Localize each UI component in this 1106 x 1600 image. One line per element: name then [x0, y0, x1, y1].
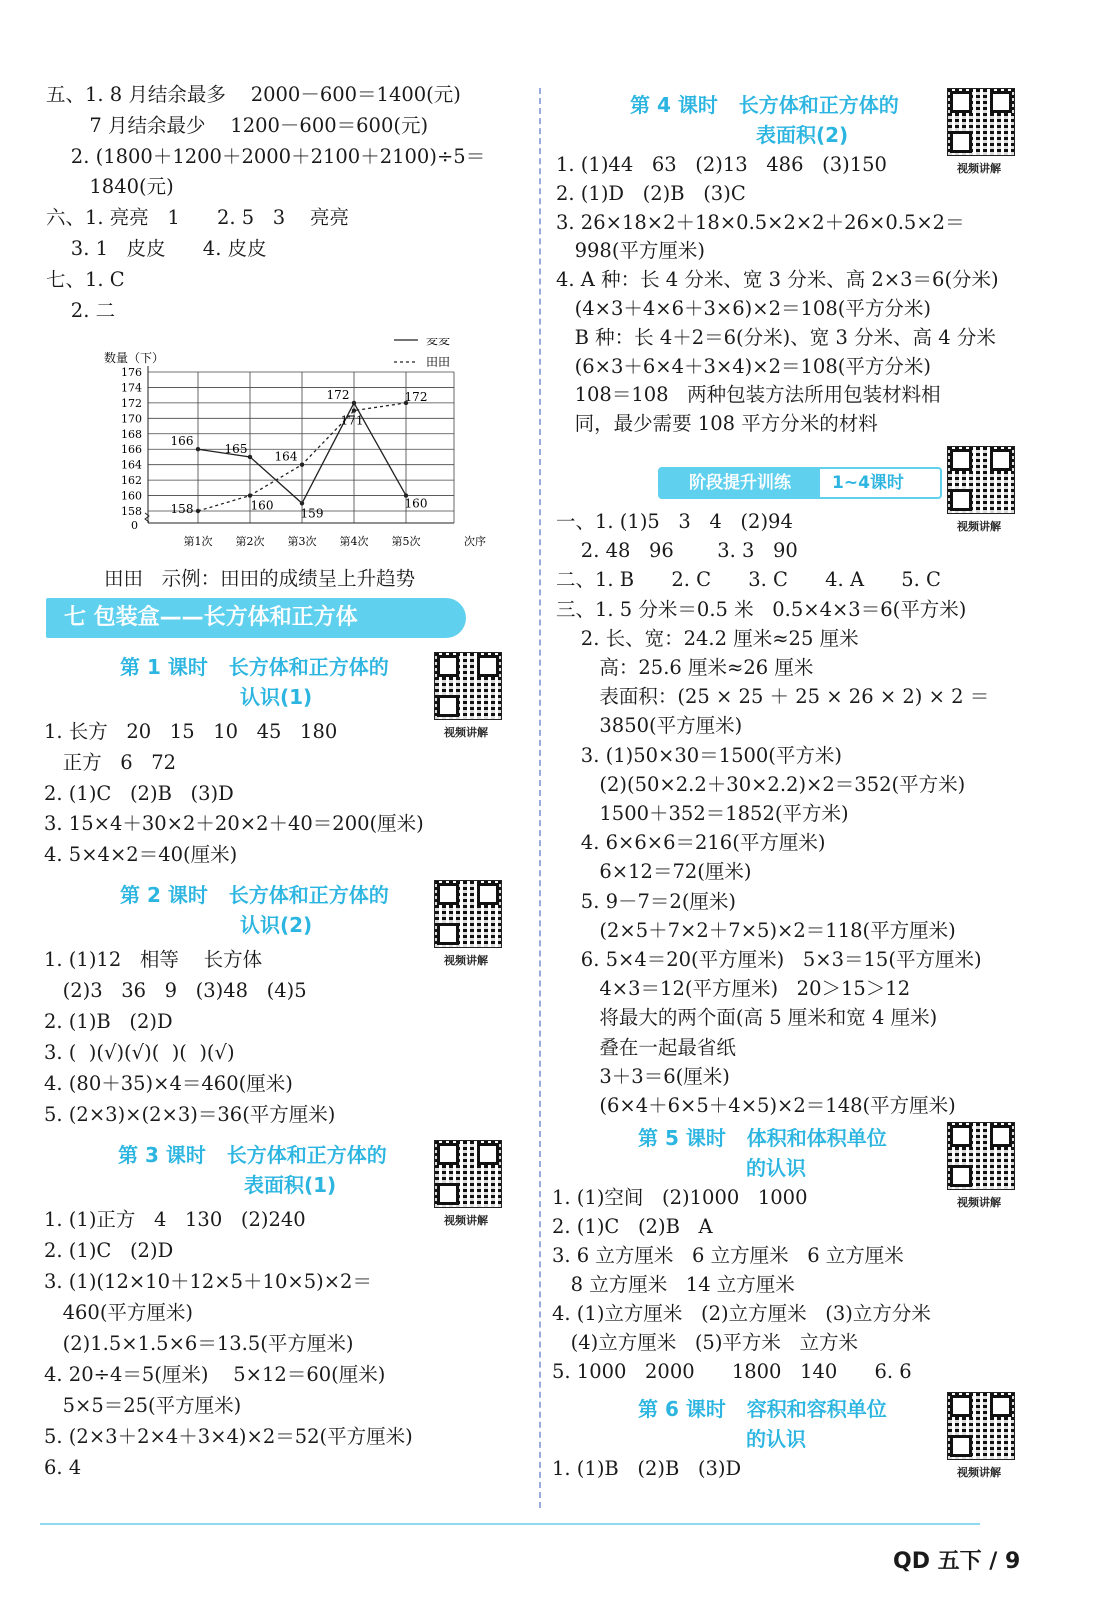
stage-answer-line: 叠在一起最省纸 [556, 1035, 736, 1059]
y-zero-label: 0 [131, 519, 138, 532]
qr-caption: 视频讲解 [957, 162, 1001, 175]
data-label: 159 [300, 506, 324, 521]
lesson4-answer-line: 998(平方厘米) [556, 239, 706, 263]
lesson4-answer-line: (4×3＋4×6＋3×6)×2＝108(平方分米) [556, 297, 931, 320]
stage-answer-line: 将最大的两个面(高 5 厘米和宽 4 厘米) [556, 1006, 938, 1030]
data-point [352, 408, 356, 412]
x-axis-label: 次序 [464, 535, 486, 548]
page-footer: QD 五下 / 9 [893, 1549, 1021, 1574]
lesson5-answer-line: 4. (1)立方厘米 (2)立方厘米 (3)立方分米 [552, 1302, 931, 1325]
stage-banner [658, 467, 942, 499]
lesson2-answer-line: 2. (1)B (2)D [44, 1010, 173, 1033]
data-point [196, 509, 200, 513]
lesson2-answer-line: 4. (80＋35)×4＝460(厘米) [44, 1072, 293, 1095]
lesson2-answer-line: 1. (1)12 相等 长方体 [44, 948, 263, 971]
qr-caption: 视频讲解 [957, 520, 1001, 533]
lesson-6-title: 第 6 课时 容积和容积单位 [638, 1397, 887, 1421]
stage-answer-line: 二、1. B 2. C 3. C 4. A 5. C [556, 568, 941, 592]
stage-answer-line: 3850(平方厘米) [556, 714, 743, 738]
stage-answer-line: 6×12＝72(厘米) [556, 860, 752, 884]
lesson2-answer-line: 3. ( )(√)(√)( )( )(√) [44, 1041, 235, 1064]
lesson5-answer-line: 3. 6 立方厘米 6 立方厘米 6 立方厘米 [552, 1244, 904, 1267]
stage-answer-line: 一、1. (1)5 3 4 (2)94 [556, 510, 793, 533]
data-label: 160 [404, 496, 428, 511]
lesson2-answer-line: (2)3 36 9 (3)48 (4)5 [44, 979, 307, 1002]
lesson3-answer-line: 1. (1)正方 4 130 (2)240 [44, 1208, 306, 1231]
lesson4-answer-line: (6×3＋6×4＋3×4)×2＝108(平方分米) [556, 354, 931, 378]
y-axis-label: 数量（下） [104, 351, 165, 365]
x-tick-label: 第1次 [183, 535, 213, 548]
lesson-3-title: 第 3 课时 长方体和正方体的 [118, 1143, 387, 1167]
lesson2-answer-line: 5. (2×3)×(2×3)＝36(平方厘米) [44, 1103, 336, 1126]
qr-code-icon[interactable] [434, 652, 502, 720]
y-tick-label: 176 [121, 366, 142, 379]
qr-code-icon[interactable] [947, 446, 1015, 514]
footer-line [40, 1523, 980, 1525]
lesson4-answer-line: 4. A 种：长 4 分米、宽 3 分米、高 2×3＝6(分米) [556, 268, 999, 292]
y-tick-label: 160 [121, 489, 142, 503]
lesson5-answer-line: 1. (1)空间 (2)1000 1000 [552, 1186, 808, 1209]
stage-answer-line: 3. (1)50×30＝1500(平方米) [556, 743, 843, 767]
lesson-4-title: 第 4 课时 长方体和正方体的 [630, 93, 899, 117]
qr-caption: 视频讲解 [444, 954, 488, 967]
answer-line: 2. 二 [46, 298, 116, 322]
answer-line: 七、1. C [46, 267, 125, 291]
data-label: 165 [224, 441, 248, 456]
y-tick-label: 170 [121, 412, 142, 426]
lesson-5-title: 第 5 课时 体积和体积单位 [638, 1126, 887, 1150]
data-point [300, 501, 304, 505]
x-tick-label: 第4次 [339, 535, 369, 548]
stage-answer-line: 3＋3＝6(厘米) [556, 1064, 730, 1088]
legend-label: 麦麦 [426, 338, 451, 347]
lesson3-answer-line: 4. 20÷4＝5(厘米) 5×12＝60(厘米) [44, 1363, 386, 1386]
lesson4-answer-line: 1. (1)44 63 (2)13 486 (3)150 [556, 153, 887, 176]
answer-line: 1840(元) [46, 175, 174, 199]
stage-answer-line: 6. 5×4＝20(平方厘米) 5×3＝15(平方厘米) [556, 948, 982, 971]
stage-label: 阶段提升训练 [660, 469, 820, 497]
stage-answer-line: 4×3＝12(平方厘米) 20＞15＞12 [556, 977, 911, 1001]
qr-code-icon[interactable] [434, 880, 502, 948]
stage-answer-line: (6×4＋6×5＋4×5)×2＝148(平方厘米) [556, 1094, 956, 1117]
qr-caption: 视频讲解 [957, 1196, 1001, 1209]
answer-line: 六、1. 亮亮 1 2. 5 3 亮亮 [46, 206, 350, 230]
stage-answer-line: 2. 48 96 3. 3 90 [556, 539, 798, 563]
qr-code-icon[interactable] [434, 1140, 502, 1208]
lesson1-answer-line: 3. 15×4＋30×2＋20×2＋40＝200(厘米) [44, 812, 424, 836]
answer-line: 7 月结余最少 1200－600＝600(元) [46, 113, 429, 137]
lesson1-answer-line: 2. (1)C (2)B (3)D [44, 781, 234, 805]
data-point [196, 447, 200, 451]
lesson3-answer-line: 2. (1)C (2)D [44, 1239, 174, 1262]
lesson-6-subtitle: 的认识 [746, 1427, 806, 1451]
stage-answer-line: (2)(50×2.2＋30×2.2)×2＝352(平方米) [556, 772, 966, 796]
lesson-3-subtitle: 表面积(1) [244, 1173, 337, 1197]
lesson3-answer-line: 460(平方厘米) [44, 1301, 194, 1324]
lesson-1-title: 第 1 课时 长方体和正方体的 [120, 655, 389, 679]
lesson5-answer-line: 5. 1000 2000 1800 140 6. 6 [552, 1360, 912, 1383]
answer-line: 3. 1 皮皮 4. 皮皮 [46, 237, 267, 260]
stage-answer-line: 2. 长、宽：24.2 厘米≈25 厘米 [556, 626, 859, 650]
lesson4-answer-line: 同，最少需要 108 平方分米的材料 [556, 412, 878, 436]
lesson-5-subtitle: 的认识 [746, 1156, 806, 1180]
lesson1-answer-line: 正方 6 72 [44, 750, 177, 774]
lesson3-answer-line: 5×5＝25(平方厘米) [44, 1394, 242, 1417]
data-label: 172 [404, 389, 428, 404]
line-chart [96, 338, 496, 562]
y-tick-label: 174 [121, 381, 142, 395]
lesson3-answer-line: 5. (2×3＋2×4＋3×4)×2＝52(平方厘米) [44, 1425, 413, 1448]
stage-answer-line: 三、1. 5 分米＝0.5 米 0.5×4×3＝6(平方米) [556, 597, 967, 621]
data-label: 160 [250, 498, 274, 513]
unit-banner: 七 包装盒——长方体和正方体 [46, 598, 466, 638]
qr-caption: 视频讲解 [957, 1466, 1001, 1479]
lesson3-answer-line: 3. (1)(12×10＋12×5＋10×5)×2＝ [44, 1270, 372, 1293]
x-tick-label: 第3次 [287, 535, 317, 548]
lesson1-answer-line: 4. 5×4×2＝40(厘米) [44, 843, 238, 867]
lesson4-answer-line: 3. 26×18×2＋18×0.5×2×2＋26×0.5×2＝ [556, 210, 965, 234]
column-divider [539, 88, 541, 1508]
data-label: 164 [274, 449, 298, 464]
lesson4-answer-line: B 种：长 4＋2＝6(分米)、宽 3 分米、高 4 分米 [556, 325, 996, 349]
lesson3-answer-line: (2)1.5×1.5×6＝13.5(平方厘米) [44, 1332, 354, 1355]
y-tick-label: 164 [121, 458, 142, 472]
stage-range: 1~4课时 [832, 473, 904, 493]
y-tick-label: 172 [121, 396, 142, 410]
lesson4-answer-line: 108＝108 两种包装方法所用包装材料相 [556, 383, 941, 407]
stage-answer-line: 5. 9－7＝2(厘米) [556, 889, 737, 913]
data-point [248, 455, 252, 459]
data-label: 158 [170, 502, 194, 516]
stage-answer-line: 4. 6×6×6＝216(平方厘米) [556, 831, 826, 855]
answer-line: 2. (1800＋1200＋2000＋2100＋2100)÷5＝ [46, 144, 486, 168]
lesson1-answer-line: 1. 长方 20 15 10 45 180 [44, 720, 338, 743]
data-point [352, 401, 356, 405]
y-tick-label: 168 [121, 427, 142, 441]
y-tick-label: 166 [121, 443, 142, 457]
legend-label: 田田 [426, 355, 451, 369]
data-label: 172 [326, 387, 350, 402]
y-tick-label: 158 [121, 505, 142, 518]
answer-line: 五、1. 8 月结余最多 2000－600＝1400(元) [46, 83, 461, 106]
data-label: 166 [170, 434, 194, 449]
lesson3-answer-line: 6. 4 [44, 1456, 82, 1479]
qr-code-icon[interactable] [947, 1392, 1015, 1460]
data-point [248, 493, 252, 497]
y-tick-label: 162 [121, 474, 142, 488]
data-label: 171 [340, 413, 364, 428]
lesson-2-title: 第 2 课时 长方体和正方体的 [120, 883, 389, 907]
lesson5-answer-line: 8 立方厘米 14 立方厘米 [552, 1273, 795, 1296]
lesson-4-subtitle: 表面积(2) [756, 123, 849, 147]
qr-code-icon[interactable] [947, 88, 1015, 156]
lesson6-answer-line: 1. (1)B (2)B (3)D [552, 1457, 742, 1480]
x-tick-label: 第5次 [391, 535, 421, 548]
stage-answer-line: 1500＋352＝1852(平方米) [556, 802, 849, 825]
stage-answer-line: 高：25.6 厘米≈26 厘米 [556, 656, 814, 679]
lesson-2-subtitle: 认识(2) [240, 913, 313, 937]
qr-code-icon[interactable] [947, 1122, 1015, 1190]
lesson4-answer-line: 2. (1)D (2)B (3)C [556, 181, 746, 205]
x-tick-label: 第2次 [235, 535, 265, 548]
lesson5-answer-line: 2. (1)C (2)B A [552, 1215, 713, 1238]
data-point [300, 462, 304, 466]
lesson-1-subtitle: 认识(1) [240, 685, 313, 709]
lesson5-answer-line: (4)立方厘米 (5)平方米 立方米 [552, 1331, 859, 1354]
qr-caption: 视频讲解 [444, 1214, 488, 1227]
chart-caption: 田田 示例：田田的成绩呈上升趋势 [104, 567, 416, 590]
stage-answer-line: (2×5＋7×2＋7×5)×2＝118(平方厘米) [556, 918, 956, 942]
stage-answer-line: 表面积：(25 × 25 ＋ 25 × 26 × 2) × 2 ＝ [556, 685, 990, 709]
qr-caption: 视频讲解 [444, 726, 488, 739]
